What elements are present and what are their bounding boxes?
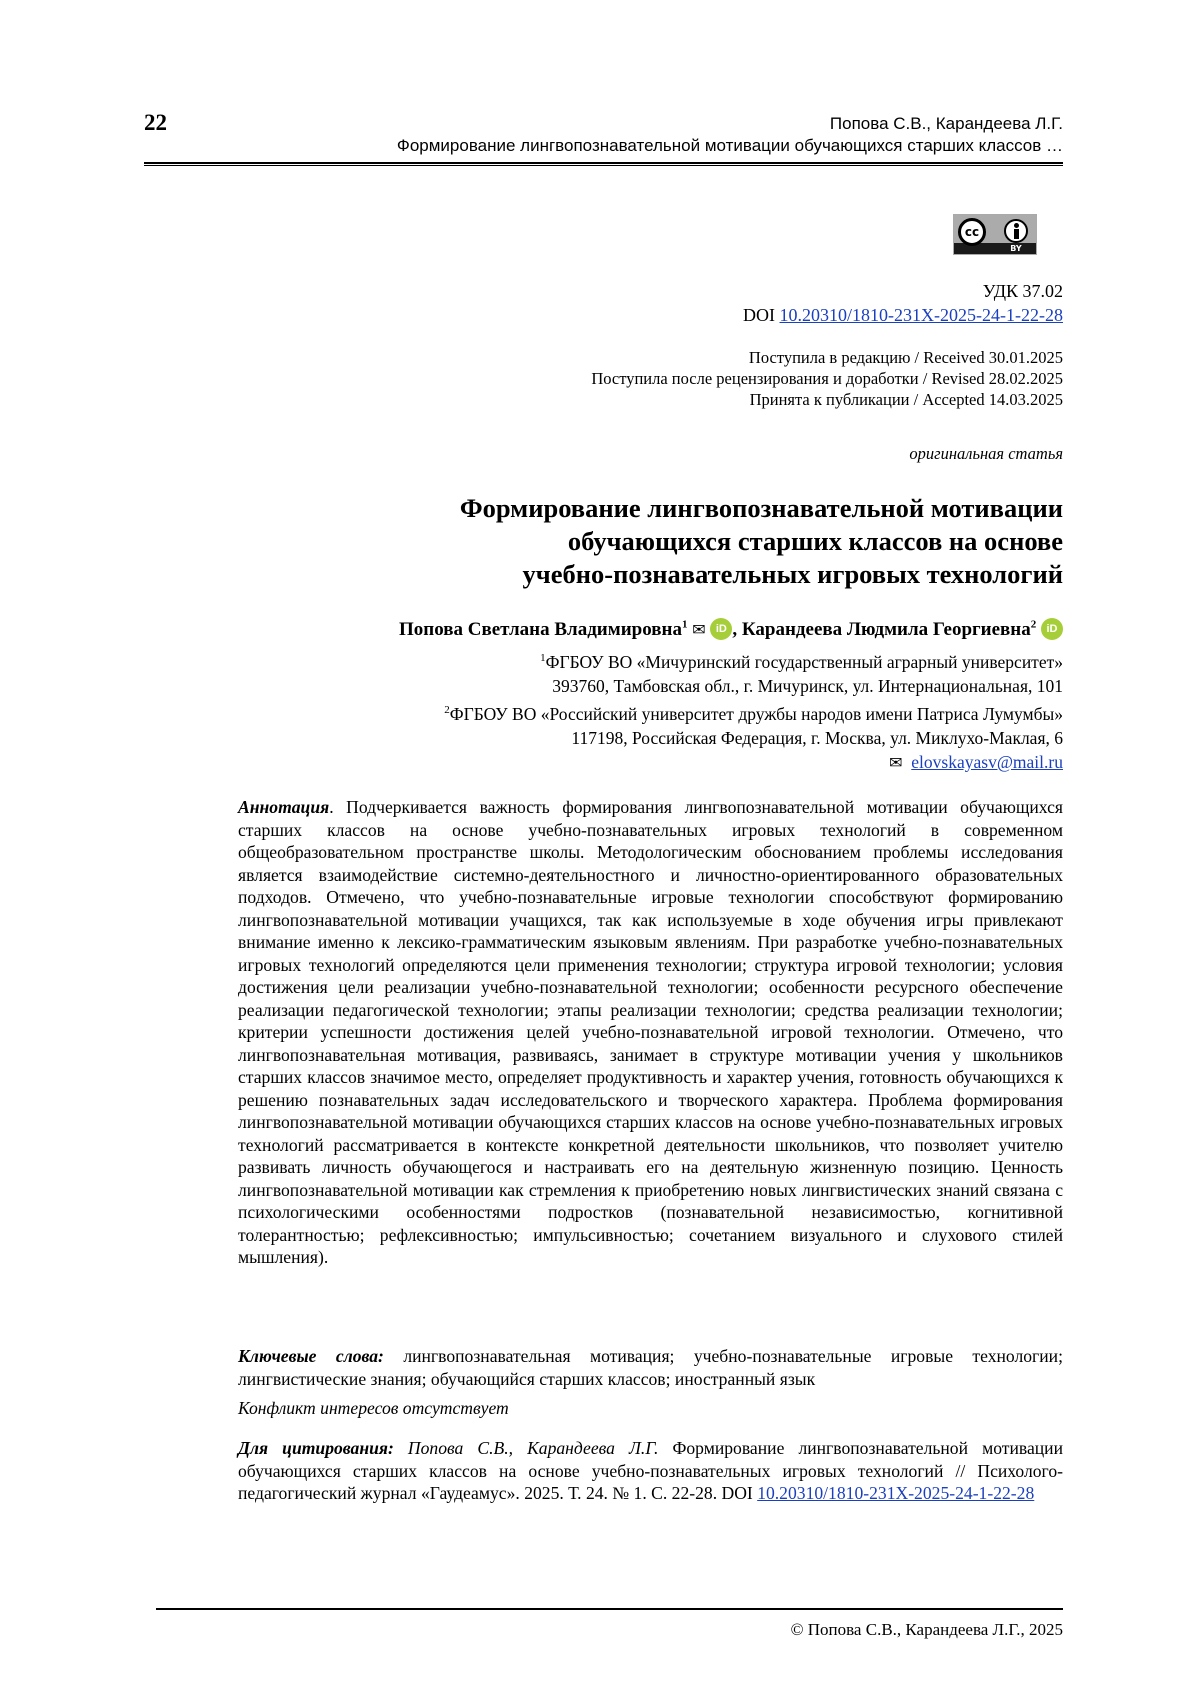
author-1-name: Попова Светлана Владимировна bbox=[398, 619, 682, 640]
footer-rule bbox=[156, 1608, 1063, 1610]
citation-label: Для цитирования: bbox=[238, 1438, 394, 1458]
received-date: Поступила в редакцию / Received 30.01.2025 bbox=[748, 348, 1063, 367]
publication-dates bbox=[591, 347, 1063, 410]
copyright: © Попова С.В., Карандеева Л.Г., 2025 bbox=[790, 1620, 1063, 1639]
running-authors: Попова С.В., Карандеева Л.Г. bbox=[829, 114, 1063, 133]
envelope-icon[interactable]: ✉ bbox=[692, 620, 706, 639]
header-rule bbox=[144, 162, 1063, 164]
affiliation-2-sup: 2 bbox=[444, 703, 450, 716]
email-link[interactable]: elovskayasv@mail.ru bbox=[911, 751, 1063, 772]
citation-authors: Попова С.В., Карандеева Л.Г. bbox=[393, 1438, 659, 1458]
author-2-affil-sup: 2 bbox=[1030, 618, 1037, 631]
keywords bbox=[238, 1345, 1063, 1390]
abstract bbox=[238, 796, 1063, 1269]
abstract-text: . Подчеркивается важность формирования лингвопознавательной мотивации обучающихся старших классов на основе учебно-познавательных игровых технологий в современном общеобразовательном пространстве школы. Методологическим обоснованием проблемы исследования является взаимодействие системно-деятельностного и личностно-ориентированного образовательных подходов. Отмечено, что учебно-познавательные игровые технологии способствуют формированию лингвопознавательной мотивации учащихся, так как используемые в ходе обучения игры привлекают внимание именно к лексико-грамматическим языковым явлениям. При разработке учебно-познавательных игровых технологий определяются цели применения технологии; структура игровой технологии; условия достижения цели реализации учебно-познавательной технологии; особенности ресурсного обеспечение реализации педагогической технологии; этапы реализации технологии; средства реализации технологии; критерии успешности достижения целей учебно-познавательной игровой технологии. Отмечено, что лингвопознавательная мотивация, развиваясь, занимает в структуре мотивации учения у школьников старших классов значимое место, определяет продуктивность и характер учения, готовность обучающихся к решению познавательных задач исследовательского и творческого характера. Проблема формирования лингвопознавательной мотивации обучающихся старших классов на основе учебно-познавательных игровых технологий рассматривается в контексте конкретной деятельности школьников, что позволяет учителю развивать личность обучающегося и настраивать его на деятельную жизненную позицию. Ценность лингвопознавательной мотивации как стремления к приобретению новых лингвистических знаний связана с психологическими особенностями подростков (познавательной независимостью, когнитивной толерантностью; рефлексивностью; импульсивностью; сочетанием визуального и слухового стилей мышления). bbox=[238, 797, 1063, 1267]
affiliation-2-address: 117198, Российская Федерация, г. Москва, ул. Миклухо-Маклая, 6 bbox=[571, 727, 1063, 748]
citation bbox=[238, 1437, 1063, 1505]
article-title bbox=[303, 492, 1063, 591]
affiliation-2-org: $^2$ФГБОУ ВО «Российский университет дружбы народов имени Патриса Лумумбы» bbox=[444, 703, 1063, 724]
cc-icon: cc bbox=[958, 218, 986, 246]
accepted-date: Принята к публикации / Accepted 14.03.2025 bbox=[749, 390, 1063, 409]
affiliations bbox=[444, 646, 1063, 775]
udc-code: УДК 37.02 bbox=[982, 281, 1063, 301]
keywords-label: Ключевые слова: bbox=[238, 1346, 384, 1366]
revised-date: Поступила после рецензирования и доработки / Revised 28.02.2025 bbox=[591, 369, 1063, 388]
header-rule-thin bbox=[144, 165, 1063, 166]
affiliation-1-address: 393760, Тамбовская обл., г. Мичуринск, ул. Интернациональная, 101 bbox=[552, 675, 1063, 696]
affiliation-1-org: $^1$ФГБОУ ВО «Мичуринский государственный аграрный университет» bbox=[540, 651, 1063, 672]
conflict-statement: Конфликт интересов отсутствует bbox=[238, 1398, 509, 1418]
doi-line bbox=[743, 305, 1063, 326]
orcid-icon-author-2[interactable]: iD bbox=[1041, 618, 1063, 640]
keywords-text: лингвопознавательная мотивация; учебно-познавательные игровые технологии; лингвистические знания; обучающийся старших классов; иностранный язык bbox=[238, 1346, 1063, 1389]
author-2-name: Карандеева Людмила Георгиевна bbox=[741, 619, 1031, 640]
doi-prefix: DOI bbox=[743, 305, 780, 325]
cc-by-license-badge[interactable] bbox=[953, 214, 1037, 255]
author-1-affil-sup: 1 bbox=[681, 618, 688, 631]
authors-line bbox=[399, 618, 1063, 641]
abstract-label: Аннотация bbox=[238, 797, 330, 817]
citation-doi-link[interactable]: 10.20310/1810-231X-2025-24-1-22-28 bbox=[757, 1483, 1035, 1503]
title-line-3: учебно-познавательных игровых технологий bbox=[522, 559, 1063, 589]
envelope-icon: ✉ bbox=[889, 752, 903, 772]
article-type: оригинальная статья bbox=[909, 444, 1063, 463]
title-line-1: Формирование лингвопознавательной мотивации bbox=[459, 493, 1063, 523]
page-number: 22 bbox=[144, 110, 167, 135]
affiliation-1-sup: 1 bbox=[540, 652, 546, 664]
doi-link[interactable]: 10.20310/1810-231X-2025-24-1-22-28 bbox=[779, 305, 1063, 325]
by-label: BY bbox=[1010, 244, 1022, 253]
author-separator: , bbox=[732, 619, 742, 640]
title-line-2: обучающихся старших классов на основе bbox=[567, 526, 1063, 556]
orcid-icon-author-1[interactable]: iD bbox=[710, 618, 732, 640]
attribution-person-icon bbox=[1004, 219, 1028, 243]
running-title: Формирование лингвопознавательной мотивации обучающихся старших классов … bbox=[396, 136, 1063, 155]
citation-text: Формирование лингвопознавательной мотивации обучающихся старших классов на основе учебно-познавательных игровых технологий // Психолого-педагогический журнал «Гаудеамус». 2025. Т. 24. № 1. С. 22-28. DOI bbox=[238, 1438, 1063, 1503]
contact-email-line bbox=[444, 750, 1063, 775]
